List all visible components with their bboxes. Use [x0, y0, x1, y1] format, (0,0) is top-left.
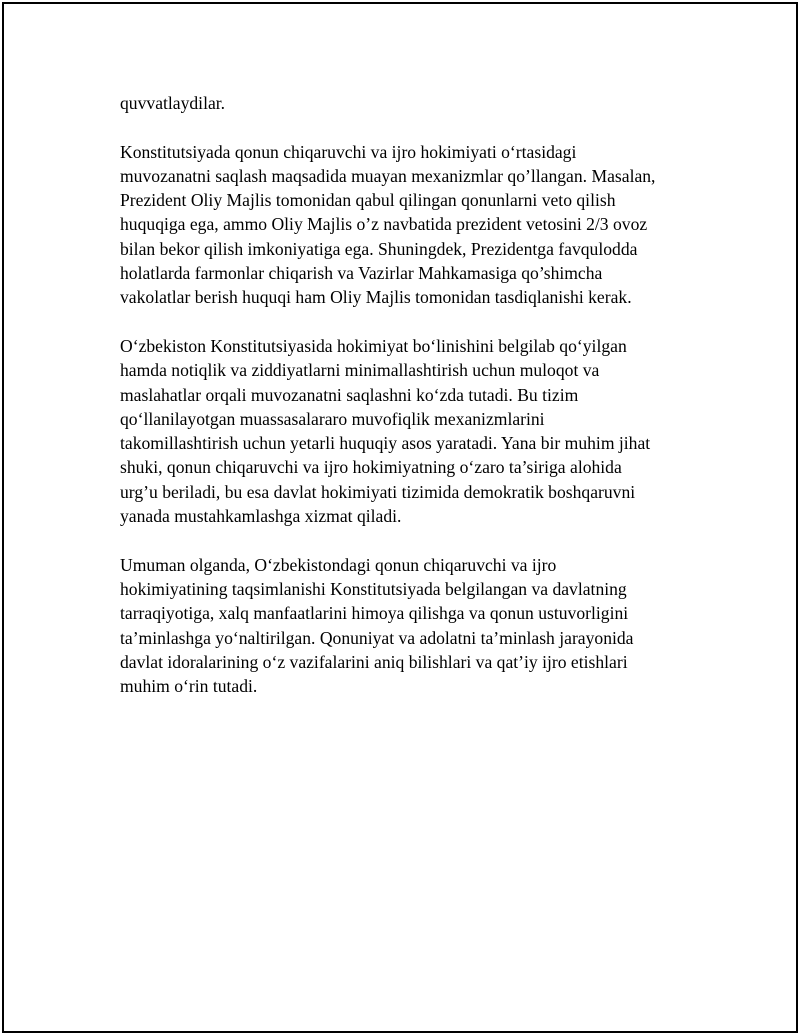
- text-line: huquqiga ega, ammo Oliy Majlis o’z navbatida prezident vetosini 2/3 ovoz: [120, 214, 648, 235]
- text-line: muvozanatni saqlash maqsadida muayan mexanizmlar qo’llangan. Masalan,: [120, 165, 656, 186]
- text-line: Konstitutsiyada qonun chiqaruvchi va ijro hokimiyati o‘rtasidagi: [120, 141, 577, 162]
- document-page: [2, 2, 798, 1033]
- text-line: Umuman olganda, O‘zbekistondagi qonun chiqaruvchi va ijro: [120, 554, 557, 575]
- text-line: qo‘llanilayotgan muassasalararo muvofiqlik mexanizmlarini: [120, 408, 545, 429]
- text-line: davlat idoralarining o‘z vazifalarini aniq bilishlari va qat’iy ijro etishlari: [120, 651, 628, 672]
- text-line: quvvatlaydilar.: [120, 93, 226, 113]
- paragraph: [120, 91, 720, 115]
- document-body: [120, 91, 720, 723]
- text-line: hamda notiqlik va ziddiyatlarni minimallashtirish uchun muloqot va: [120, 360, 600, 381]
- text-line: holatlarda farmonlar chiqarish va Vazirlar Mahkamasiga qo’shimcha: [120, 263, 603, 284]
- text-line: tarraqiyotiga, xalq manfaatlarini himoya qilishga va qonun ustuvorligini: [120, 603, 629, 624]
- text-line: bilan bekor qilish imkoniyatiga ega. Shuningdek, Prezidentga favqulodda: [120, 238, 638, 259]
- text-line: Prezident Oliy Majlis tomonidan qabul qilingan qonunlarni veto qilish: [120, 190, 616, 211]
- text-line: hokimiyatining taqsimlanishi Konstitutsiyada belgilangan va davlatning: [120, 578, 627, 599]
- text-line: yanada mustahkamlashga xizmat qiladi.: [120, 506, 402, 527]
- text-line: muhim o‘rin tutadi.: [120, 676, 258, 697]
- text-line: vakolatlar berish huquqi ham Oliy Majlis tomonidan tasdiqlanishi kerak.: [120, 287, 632, 308]
- paragraph: [120, 140, 720, 310]
- paragraph: [120, 553, 720, 699]
- paragraph: [120, 334, 720, 528]
- text-line: shuki, qonun chiqaruvchi va ijro hokimiyatning o‘zaro ta’siriga alohida: [120, 457, 622, 478]
- text-line: takomillashtirish uchun yetarli huquqiy asos yaratadi. Yana bir muhim jihat: [120, 433, 651, 454]
- text-line: maslahatlar orqali muvozanatni saqlashni ko‘zda tutadi. Bu tizim: [120, 384, 579, 405]
- text-line: ta’minlashga yo‘naltirilgan. Qonuniyat va adolatni ta’minlash jarayonida: [120, 627, 634, 648]
- text-line: urg’u beriladi, bu esa davlat hokimiyati tizimida demokratik boshqaruvni: [120, 481, 636, 502]
- text-line: O‘zbekiston Konstitutsiyasida hokimiyat bo‘linishini belgilab qo‘yilgan: [120, 335, 627, 356]
